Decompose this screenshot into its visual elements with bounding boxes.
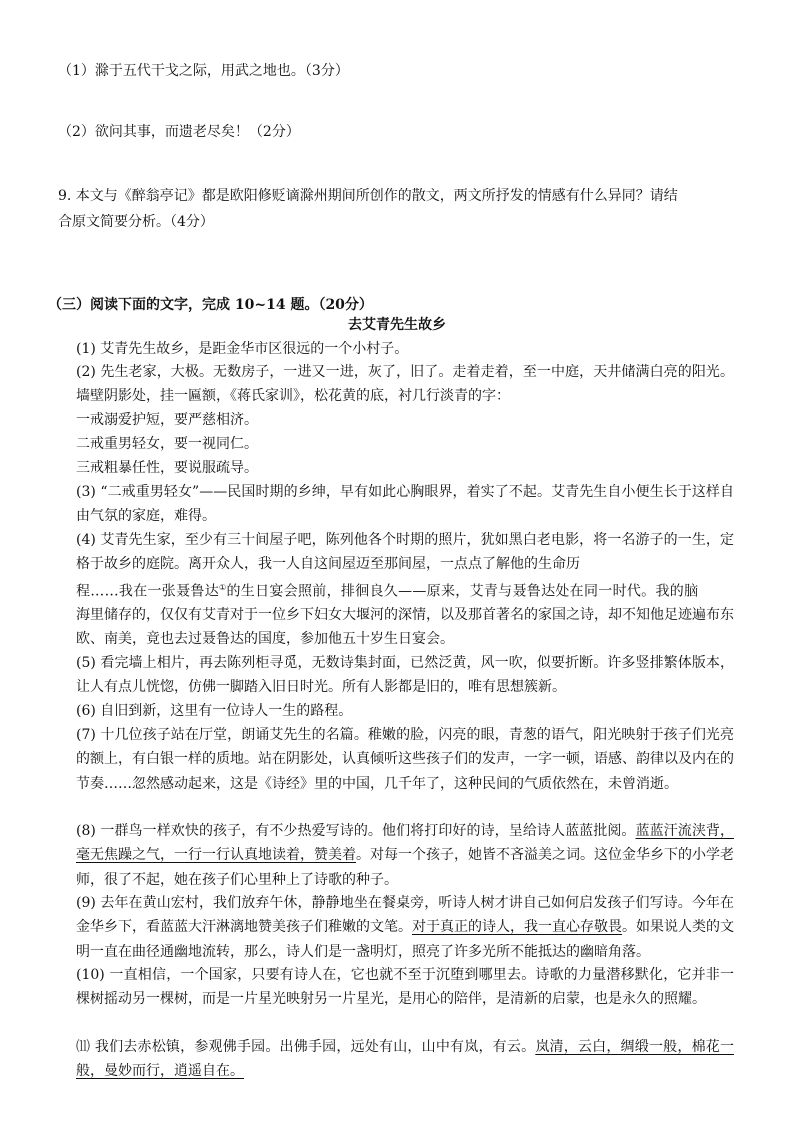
paragraph-4b-text-cont: 的生日宴会照前，排徊良久——原来，艾青与聂鲁达处在同一时代。我的脑 — [226, 583, 699, 600]
paragraph-6: (6) 自旧到新，这里有一位诗人一生的路程。 — [76, 703, 353, 719]
article-title: 去艾青先生故乡 — [348, 317, 446, 333]
paragraph-8 — [76, 819, 734, 892]
paragraph-11-text: ⑾ 我们去赤松镇，参观佛手园。出佛手园，远处有山，山中有岚，有云。 — [76, 1039, 536, 1055]
section-heading: （三）阅读下面的文字，完成 10~14 题。（20分） — [48, 297, 373, 313]
paragraph-4a: (4) 艾青先生家，至少有三十间屋子吧，陈列他各个时期的照片，犹如黑白老电影，将一名游子的一生，定格于故乡的庭院。离开众人，我一人自这间屋迈至那间屋，一点点了解他的生命历 — [76, 532, 734, 573]
underlined-sentence-8: 蓝蓝汗流浃背，毫无焦躁之气，一行一行认真地读着，赞美着 — [76, 823, 735, 864]
paragraph-9 — [76, 891, 734, 964]
paragraph-8-text-cont: 。对每一个孩子，她皆不吝溢美之词。这位金华乡下的小学老师，很了不起，她在孩子们心里种上了诗歌的种子。 — [76, 847, 734, 888]
paragraph-9-text: (9) 去年在黄山宏村，我们放弃午休，静静地坐在餐桌旁，听诗人树才讲自己如何启发孩子们写诗。今年在金华乡下，看蓝蓝大汗淋漓地赞美孩子们稚嫩的文笔。 — [76, 895, 734, 936]
family-rule-2: 二戒重男轻女，要一视同仁。 — [76, 436, 258, 452]
paragraph-4b-text: 程……我在一张聂鲁达 — [76, 583, 219, 600]
family-rule-3: 三戒粗暴任性，要说服疏导。 — [76, 460, 258, 476]
paragraph-3: (3) “二戒重男轻女”——民国时期的乡绅，早有如此心胸眼界，着实了不起。艾青先生自小便生长于这样自由气氛的家庭，难得。 — [76, 484, 734, 525]
paragraph-1: (1) 艾青先生故乡，是距金华市区很远的一个小村子。 — [76, 341, 409, 357]
paragraph-5: (5) 看完墙上相片，再去陈列柜寻觅，无数诗集封面，已然泛黄，风一吹，似要折断。许多竖排繁体版本，让人有点儿恍惚，仿佛一脚踏入旧日时光。所有人影都是旧的，唯有思想簇新。 — [76, 655, 734, 696]
question-9-line-1: 9. 本文与《醉翁亭记》都是欧阳修贬谪滁州期间所创作的散文，两文所抒发的情感有什么异同？请结 — [58, 188, 678, 204]
underlined-sentence-9: 对于真正的诗人，我一直心存敬畏 — [412, 919, 622, 936]
paragraph-10: (10) 一直相信，一个国家，只要有诗人在，它也就不至于沉堕到哪里去。诗歌的力量潜移默化，它并非一棵树摇动另一棵树，而是一片星光映射另一片星光，是用心的陪伴，是清新的启蒙，也是永久的照耀。 — [76, 967, 734, 1008]
underlined-sentence-11: 岚清，云白，绸缎一般，棉花一般，曼妙而行，逍遥自在。 — [76, 1039, 735, 1080]
paragraph-7: (7) 十几位孩子站在厅堂，朗诵艾先生的名篇。稚嫩的脸，闪亮的眼，青葱的语气，阳光映射于孩子们光亮的额上，有白银一样的质地。站在阴影处，认真倾听这些孩子们的发声，一字一顿，语感、韵律以及内在的节奏……忽然感动起来，这是《诗经》里的中国，几千年了，这种民间的气质依然在，未曾消逝。 — [76, 727, 734, 792]
family-rule-1: 一戒溺爱护短，要严慈相济。 — [76, 412, 258, 428]
paragraph-4c: 海里储存的，仅仅有艾青对于一位乡下妇女大堰河的深情，以及那首著名的家国之诗，却不知他足迹遍布东欧、南美，竟也去过聂鲁达的国度，参加他五十岁生日宴会。 — [76, 607, 734, 648]
question-2: （2）欲问其事，而遗老尽矣！（2分） — [58, 124, 300, 140]
paragraph-9-text-cont: 。如果说人类的文明一直在曲径通幽地流转，那么，诗人们是一盏明灯，照亮了许多光所不能抵达的幽暗角落。 — [76, 919, 734, 960]
paragraph-8-text: (8) 一群鸟一样欢快的孩子，有不少热爱写诗的。他们将打印好的诗，呈给诗人蓝蓝批阅。 — [76, 823, 636, 839]
question-1: （1）滁于五代干戈之际，用武之地也。（3分） — [58, 63, 349, 79]
paragraph-11 — [76, 1035, 734, 1084]
paragraph-4b — [76, 576, 734, 604]
question-9-line-2: 合原文简要分析。（4分） — [58, 214, 214, 230]
paragraph-2: (2) 先生老家，大极。无数房子，一进又一进，灰了，旧了。走着走着，至一中庭，天井储满白亮的阳光。墙壁阴影处，挂一匾额，《蒋氏家训》，松花黄的底，衬几行淡青的字： — [76, 364, 734, 405]
footnote-marker[interactable]: ① — [219, 583, 227, 592]
